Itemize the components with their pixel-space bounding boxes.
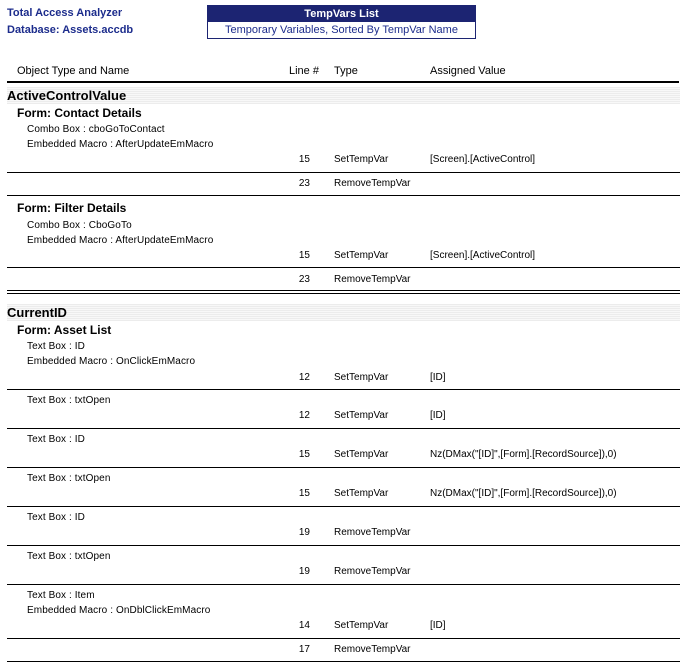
column-header-value: Assigned Value	[430, 65, 506, 77]
row-divider	[7, 506, 680, 507]
form-title: Form: Asset List	[17, 323, 112, 337]
object-name: Text Box : txtOpen	[27, 551, 111, 562]
object-name: Text Box : ID	[27, 434, 85, 445]
row-divider	[7, 172, 680, 173]
action-type: SetTempVar	[334, 372, 389, 383]
object-name: Embedded Macro : AfterUpdateEmMacro	[27, 139, 214, 150]
app-title: Total Access Analyzer	[7, 7, 123, 19]
form-title: Form: Filter Details	[17, 201, 127, 215]
row-divider	[7, 545, 680, 546]
form-title: Form: Contact Details	[17, 106, 142, 120]
line-number: 19	[298, 527, 310, 538]
object-name: Text Box : ID	[27, 512, 85, 523]
action-type: SetTempVar	[334, 410, 389, 421]
row-divider	[7, 584, 680, 585]
header-divider	[7, 81, 679, 83]
tempvar-group-title: CurrentID	[7, 305, 67, 320]
line-number: 19	[298, 566, 310, 577]
action-type: SetTempVar	[334, 488, 389, 499]
object-name: Text Box : txtOpen	[27, 395, 111, 406]
row-divider	[7, 638, 680, 639]
line-number: 15	[298, 154, 310, 165]
action-type: RemoveTempVar	[334, 527, 411, 538]
line-number: 23	[298, 178, 310, 189]
action-type: SetTempVar	[334, 620, 389, 631]
group-band	[7, 304, 680, 321]
row-divider	[7, 267, 680, 268]
assigned-value: [ID]	[430, 372, 446, 383]
action-type: SetTempVar	[334, 449, 389, 460]
object-name: Embedded Macro : OnDblClickEmMacro	[27, 605, 211, 616]
column-header-object: Object Type and Name	[17, 65, 130, 77]
line-number: 14	[298, 620, 310, 631]
database-name: Database: Assets.accdb	[7, 24, 134, 36]
row-divider	[7, 428, 680, 429]
assigned-value: Nz(DMax("[ID]",[Form].[RecordSource]),0)	[430, 488, 617, 499]
object-name: Combo Box : cboGoToContact	[27, 124, 165, 135]
row-divider	[7, 661, 680, 662]
action-type: SetTempVar	[334, 154, 389, 165]
assigned-value: [Screen].[ActiveControl]	[430, 250, 536, 261]
object-name: Text Box : Item	[27, 590, 95, 601]
column-header-type: Type	[334, 65, 358, 77]
line-number: 23	[298, 274, 310, 285]
object-name: Embedded Macro : OnClickEmMacro	[27, 356, 196, 367]
report-subtitle: Temporary Variables, Sorted By TempVar Name	[207, 21, 476, 39]
object-name: Text Box : ID	[27, 341, 85, 352]
assigned-value: Nz(DMax("[ID]",[Form].[RecordSource]),0)	[430, 449, 617, 460]
object-name: Combo Box : CboGoTo	[27, 220, 132, 231]
line-number: 15	[298, 488, 310, 499]
line-number: 15	[298, 449, 310, 460]
action-type: RemoveTempVar	[334, 644, 411, 655]
report-title: TempVars List	[207, 5, 476, 22]
object-name: Embedded Macro : AfterUpdateEmMacro	[27, 235, 214, 246]
action-type: SetTempVar	[334, 250, 389, 261]
assigned-value: [Screen].[ActiveControl]	[430, 154, 536, 165]
row-divider	[7, 195, 680, 196]
line-number: 15	[298, 250, 310, 261]
assigned-value: [ID]	[430, 410, 446, 421]
group-divider	[7, 290, 680, 294]
line-number: 12	[298, 410, 310, 421]
line-number: 17	[298, 644, 310, 655]
row-divider	[7, 389, 680, 390]
row-divider	[7, 467, 680, 468]
action-type: RemoveTempVar	[334, 274, 411, 285]
tempvar-group-title: ActiveControlValue	[7, 88, 127, 103]
line-number: 12	[298, 372, 310, 383]
object-name: Text Box : txtOpen	[27, 473, 111, 484]
action-type: RemoveTempVar	[334, 178, 411, 189]
column-header-line: Line #	[289, 65, 319, 77]
action-type: RemoveTempVar	[334, 566, 411, 577]
assigned-value: [ID]	[430, 620, 446, 631]
